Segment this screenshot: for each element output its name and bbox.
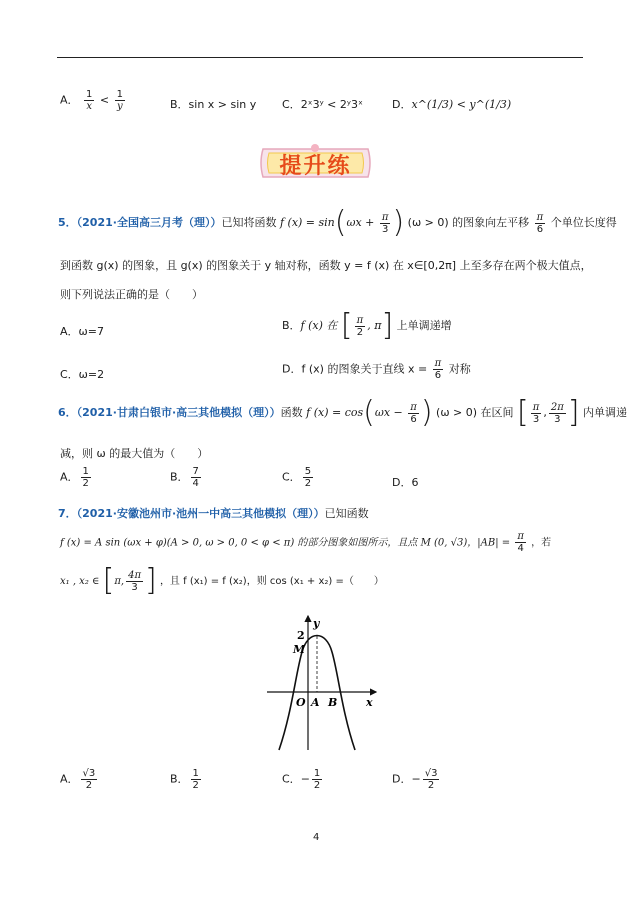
q6-option-d: D．6 bbox=[392, 476, 419, 489]
graph-label-x: x bbox=[366, 696, 373, 709]
page-number: 4 bbox=[313, 832, 320, 843]
q5-option-b: B．f (x) 在 [ $\frac{\pi}{2}$ , π] 上单调递增 bbox=[282, 308, 452, 343]
q6-option-a: A． $\frac{1}{2}$ bbox=[60, 466, 89, 489]
q4-option-a: A． $\frac{1}{x}$ < $\frac{1}{y}$ bbox=[60, 89, 123, 112]
q5-line1: 5．（2021·全国高三月考（理））已知将函数 f (x) = sin(ωx + $\frac{\pi}{3}$ ) (ω > 0) 的图象向左平移 $\frac{\pi}{6}$ 个单位长度得 bbox=[58, 205, 617, 240]
graph-label-m: M bbox=[293, 643, 306, 656]
q6-option-c: C． $\frac{5}{2}$ bbox=[282, 466, 312, 489]
q5-option-c: C．ω=2 bbox=[60, 368, 105, 381]
q7-option-a: A． $\frac{√3}{2}$ bbox=[60, 768, 96, 791]
q7-header: 7．（2021·安徽池州市·池州一中高三其他模拟（理））已知函数 bbox=[58, 507, 369, 520]
q7-option-c: C．− $\frac{1}{2}$ bbox=[282, 768, 321, 791]
graph-label-b: B bbox=[328, 696, 338, 709]
section-badge bbox=[257, 141, 374, 185]
q5-option-d: D．f (x) 的图象关于直线 x = $\frac{\pi}{6}$ 对称 bbox=[282, 358, 471, 381]
q7-line1: f (x) = A sin (ωx + φ)(A > 0, ω > 0, 0 < φ < π) 的部分图象如图所示，且点 M (0, √3)，|AB| = $\frac{\pi}{4}$ ，若 bbox=[60, 531, 552, 554]
q5-line3: 则下列说法正确的是（ ） bbox=[60, 288, 203, 301]
q6-line1: 6．（2021·甘肃白银市·高三其他模拟（理））函数 f (x) = cos(ωx − $\frac{\pi}{6}$ ) (ω > 0) 在区间 [ $\frac{\pi}{3}$ , $\frac{2\pi}{3}$ ] 内单调递 bbox=[58, 395, 627, 430]
graph-label-2: 2 bbox=[297, 629, 305, 642]
q6-option-b: B． $\frac{7}{4}$ bbox=[170, 466, 199, 489]
q4-option-b: B．sin x > sin y bbox=[170, 98, 257, 111]
q7-line2: x₁ , x₂ ∈ [π, $\frac{4\pi}{3}$ ] ，且 f (x₁) = f (x₂)，则 cos (x₁ + x₂) =（ ） bbox=[60, 563, 384, 598]
badge-title: 提升练 bbox=[279, 153, 352, 179]
q5-line2: 到函数 g(x) 的图象，且 g(x) 的图象关于 y 轴对称，函数 y = f (x) 在 x∈[0,2π] 上至多存在两个极大值点， bbox=[60, 259, 592, 272]
q7-function-graph bbox=[262, 612, 380, 754]
graph-label-y: y bbox=[313, 617, 320, 630]
top-rule bbox=[57, 57, 583, 58]
q5-option-a: A．ω=7 bbox=[60, 325, 104, 338]
q4-option-c: C．2ˣ3ʸ < 2ʸ3ˣ bbox=[282, 98, 363, 111]
graph-label-a: A bbox=[311, 696, 320, 709]
q7-option-d: D．− $\frac{√3}{2}$ bbox=[392, 768, 438, 791]
q6-line2: 减，则 ω 的最大值为（ ） bbox=[60, 447, 209, 460]
graph-label-o: O bbox=[296, 696, 306, 709]
q4-option-d: D．x^(1/3) < y^(1/3) bbox=[392, 98, 512, 111]
q7-option-b: B． $\frac{1}{2}$ bbox=[170, 768, 199, 791]
